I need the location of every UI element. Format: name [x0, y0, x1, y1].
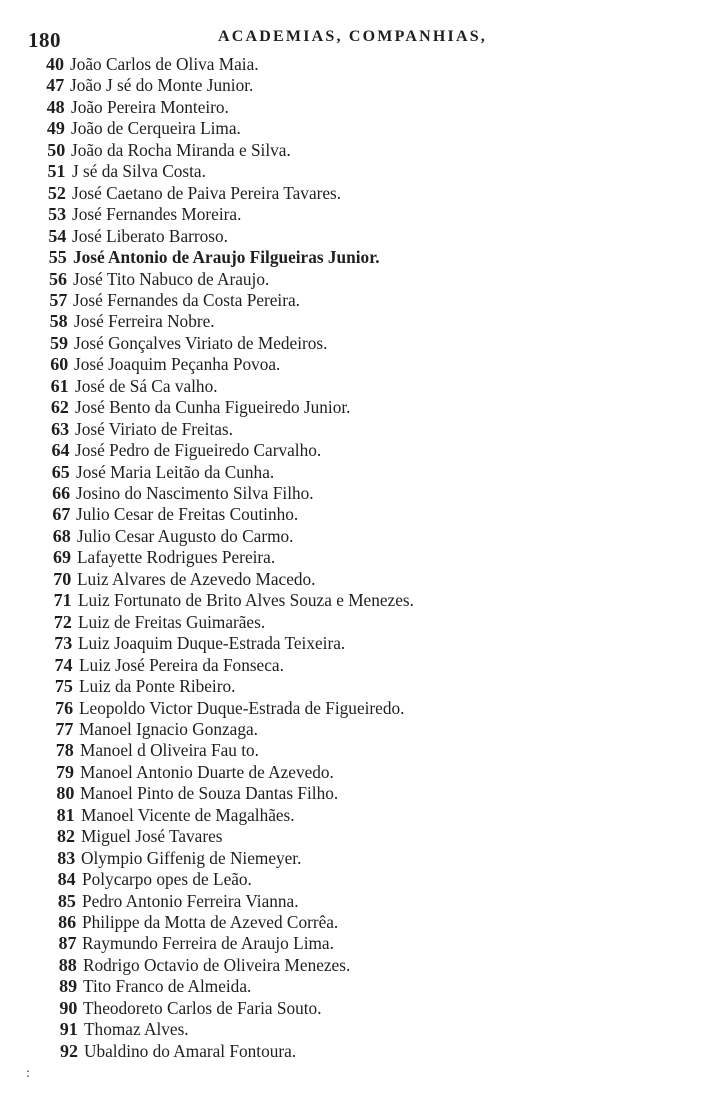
- entry-name: Luiz Fortunato de Brito Alves Souza e Menezes.: [77, 590, 414, 611]
- list-item: [40, 933, 700, 954]
- entry-name: Luiz Joaquim Duque-Estrada Teixeira.: [78, 633, 346, 654]
- list-item: [37, 719, 697, 740]
- entry-number: 47: [46, 75, 65, 96]
- entry-name: José Fernandes Moreira.: [72, 204, 242, 225]
- entry-name: Luiz Alvares de Azevedo Macedo.: [77, 568, 316, 589]
- list-item: [38, 783, 698, 804]
- list-item: [34, 462, 694, 483]
- entry-number: 64: [51, 440, 70, 461]
- list-item: [36, 633, 696, 654]
- list-item: [29, 140, 689, 161]
- entry-name: João J sé do Monte Junior.: [70, 75, 254, 96]
- print-speck: :: [26, 1066, 30, 1081]
- entry-name: José Fernandes da Costa Pereira.: [73, 289, 301, 310]
- entry-number: 40: [46, 54, 64, 74]
- entry-number: 59: [49, 332, 68, 353]
- entry-number: 69: [53, 547, 71, 568]
- list-item: [30, 204, 690, 225]
- entry-number: 63: [51, 418, 70, 439]
- entry-name: Philippe da Motta de Azeved Corrêa.: [82, 912, 339, 932]
- entry-number: 85: [57, 890, 76, 911]
- entry-name: Manoel Vicente de Magalhães.: [80, 804, 295, 825]
- entry-name: Theodoreto Carlos de Faria Souto.: [83, 997, 322, 1018]
- entry-number: 82: [56, 826, 75, 847]
- list-item: [31, 290, 691, 311]
- entry-number: 53: [48, 204, 67, 225]
- entry-number: 52: [47, 182, 66, 203]
- entry-number: 80: [56, 783, 75, 804]
- entry-number: 68: [52, 525, 71, 546]
- entry-number: 92: [60, 1040, 78, 1061]
- list-item: [39, 805, 699, 826]
- entry-name: Miguel José Tavares: [80, 826, 223, 847]
- entry-name: José Pedro de Figueiredo Carvalho.: [75, 440, 322, 461]
- entry-name: Manoel Pinto de Souza Dantas Filho.: [80, 783, 339, 804]
- entry-number: 84: [57, 869, 76, 890]
- entry-name: Julio Cesar Augusto do Carmo.: [76, 525, 294, 546]
- entry-name: Leopoldo Victor Duque-Estrada de Figueiredo.: [79, 697, 405, 718]
- entry-number: 76: [55, 697, 74, 718]
- entry-number: 61: [50, 375, 69, 396]
- entry-name: Manoel Antonio Duarte de Azevedo.: [80, 761, 334, 782]
- list-item: [30, 161, 690, 182]
- entry-name: Manoel Ignacio Gonzaga.: [79, 718, 259, 739]
- entry-number: 62: [50, 397, 69, 418]
- list-item: [34, 483, 694, 504]
- entry-name: José Bento da Cunha Figueiredo Junior.: [74, 397, 351, 418]
- entry-number: 51: [47, 161, 66, 182]
- entry-name: João Pereira Monteiro.: [70, 96, 229, 117]
- list-item: [29, 97, 689, 118]
- list-item: [28, 54, 688, 75]
- list-item: [36, 590, 696, 611]
- entry-name: Tito Franco de Almeida.: [83, 976, 252, 997]
- list-item: [38, 762, 698, 783]
- entry-number: 66: [52, 483, 71, 503]
- list-item: [40, 869, 700, 890]
- entry-number: 48: [46, 96, 65, 117]
- entry-number: 54: [48, 225, 67, 246]
- entry-number: 49: [46, 118, 65, 139]
- list-item: [36, 612, 696, 633]
- list-item: [34, 504, 694, 525]
- entry-number: 74: [54, 654, 73, 675]
- list-item: [30, 226, 690, 247]
- list-item: [32, 311, 692, 332]
- entry-number: 77: [55, 718, 74, 739]
- entry-name: José Viriato de Freitas.: [75, 418, 234, 439]
- list-item: [29, 118, 689, 139]
- entry-name: Julio Cesar de Freitas Coutinho.: [76, 504, 299, 525]
- entry-number: 60: [50, 354, 69, 375]
- entry-name: João Carlos de Oliva Maia.: [70, 54, 259, 74]
- entry-name: José Gonçalves Viriato de Medeiros.: [73, 332, 328, 353]
- list-item: [39, 826, 699, 847]
- entry-name: José de Sá Ca valho.: [74, 375, 218, 396]
- list-item: [37, 655, 697, 676]
- list-item: [42, 1041, 702, 1062]
- entry-name: Josino do Nascimento Silva Filho.: [76, 483, 314, 503]
- list-item: [41, 976, 701, 997]
- entry-name: Pedro Antonio Ferreira Vianna.: [81, 890, 299, 911]
- running-head: ACADEMIAS, COMPANHIAS,: [218, 28, 487, 45]
- list-item: [42, 1019, 702, 1040]
- entry-number: 73: [54, 633, 73, 654]
- entry-name: Lafayette Rodrigues Pereira.: [77, 547, 276, 568]
- list-item: [37, 698, 697, 719]
- list-item: [31, 269, 691, 290]
- list-item: [28, 75, 688, 96]
- list-item: [30, 183, 690, 204]
- entry-name: José Joaquim Peçanha Povoa.: [74, 354, 281, 375]
- entry-number: 89: [59, 976, 78, 997]
- entry-number: 70: [53, 568, 72, 589]
- list-item: [35, 526, 695, 547]
- list-item: [33, 419, 693, 440]
- entry-number: 83: [57, 847, 76, 868]
- entry-number: 67: [52, 504, 71, 525]
- entry-name: Ubaldino do Amaral Fontoura.: [84, 1040, 297, 1061]
- list-item: [35, 547, 695, 568]
- entry-number: 90: [59, 997, 78, 1018]
- entry-number: 72: [53, 611, 72, 632]
- entry-name: José Antonio de Araujo Filgueiras Junior.: [72, 247, 380, 268]
- list-item: [40, 912, 700, 933]
- list-item: [38, 740, 698, 761]
- entry-name: João da Rocha Miranda e Silva.: [71, 139, 291, 160]
- entry-name: Luiz José Pereira da Fonseca.: [78, 654, 284, 675]
- list-item: [33, 376, 693, 397]
- page-number: 180: [28, 28, 61, 52]
- entry-name: José Tito Nabuco de Araujo.: [73, 268, 270, 289]
- entry-number: 71: [53, 590, 72, 611]
- list-item: [32, 333, 692, 354]
- entry-name: Raymundo Ferreira de Araujo Lima.: [82, 933, 335, 954]
- entry-name: Manoel d Oliveira Fau to.: [79, 740, 259, 761]
- list-item: [41, 998, 701, 1019]
- entry-number: 75: [54, 676, 73, 697]
- page-header: [28, 26, 700, 52]
- list-item: [35, 569, 695, 590]
- entry-name: Polycarpo opes de Leão.: [81, 869, 252, 890]
- entry-name: José Maria Leitão da Cunha.: [75, 461, 274, 482]
- list-item: [41, 955, 701, 976]
- entry-name: Thomaz Alves.: [83, 1019, 189, 1040]
- entry-name: J sé da Silva Costa.: [71, 161, 206, 182]
- entry-number: 58: [49, 311, 68, 332]
- entry-name: Luiz de Freitas Guimarães.: [77, 611, 266, 632]
- entry-name: José Liberato Barroso.: [72, 225, 229, 246]
- entry-number: 79: [56, 761, 75, 782]
- list-item: [33, 397, 693, 418]
- list-item: [37, 676, 697, 697]
- list-item: [39, 848, 699, 869]
- entry-name: José Ferreira Nobre.: [73, 311, 215, 332]
- entry-name: João de Cerqueira Lima.: [70, 118, 241, 139]
- list-item: [32, 354, 692, 375]
- entry-number: 78: [55, 740, 74, 761]
- entry-name: José Caetano de Paiva Pereira Tavares.: [71, 182, 341, 203]
- entry-number: 50: [47, 139, 66, 160]
- entry-number: 56: [49, 268, 68, 289]
- entry-number: 55: [48, 247, 67, 268]
- entry-name: Rodrigo Octavio de Oliveira Menezes.: [82, 954, 351, 975]
- entry-number: 57: [49, 289, 68, 310]
- entry-number: 81: [56, 804, 75, 825]
- entry-name: Luiz da Ponte Ribeiro.: [78, 676, 236, 697]
- entry-name: Olympio Giffenig de Niemeyer.: [81, 847, 302, 868]
- entry-number: 86: [58, 912, 77, 932]
- list-item: [31, 247, 691, 268]
- entry-number: 87: [58, 933, 77, 954]
- entry-number: 88: [58, 954, 77, 975]
- list-item: [40, 891, 700, 912]
- list-item: [33, 440, 693, 461]
- entry-number: 65: [51, 461, 70, 482]
- entry-number: 91: [59, 1019, 78, 1040]
